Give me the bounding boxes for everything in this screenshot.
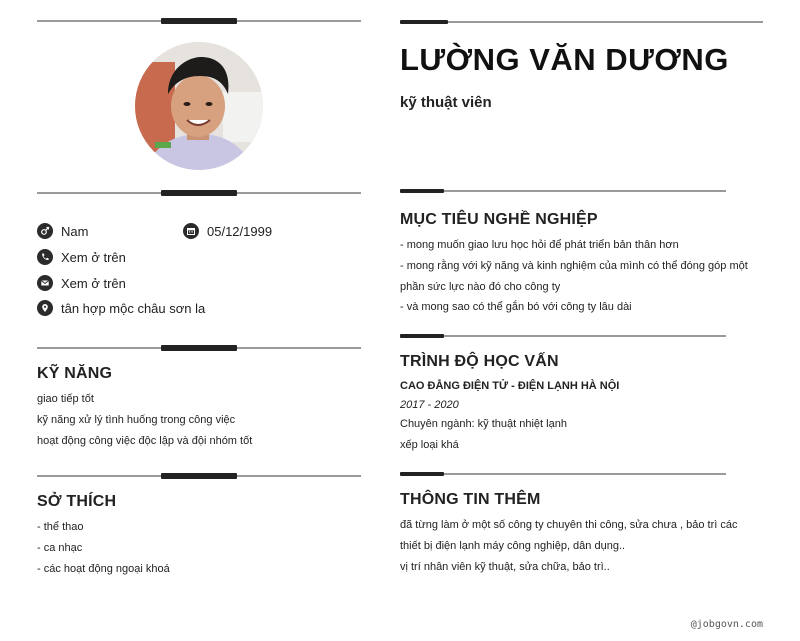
additional-divider bbox=[400, 473, 726, 475]
footer-watermark: @jobgovn.com bbox=[690, 619, 763, 630]
email-value: Xem ở trên bbox=[61, 275, 126, 291]
objective-divider bbox=[400, 190, 726, 192]
email-row bbox=[37, 275, 126, 291]
gender-row bbox=[37, 223, 88, 239]
address-value: tân hợp mộc châu sơn la bbox=[61, 300, 206, 316]
top-left-divider bbox=[37, 20, 361, 22]
additional-line: vị trí nhân viên kỹ thuật, sửa chữa, bảo trì.. bbox=[400, 561, 610, 573]
calendar-icon bbox=[183, 223, 199, 239]
phone-row bbox=[37, 249, 126, 265]
hobbies-title: SỞ THÍCH bbox=[37, 493, 117, 510]
hobby-item: - các hoạt động ngoại khoá bbox=[37, 563, 170, 575]
skill-item: kỹ năng xử lý tình huống trong công việc bbox=[37, 414, 236, 426]
education-grade: xếp loại khá bbox=[400, 439, 459, 451]
candidate-name: LƯỜNG VĂN DƯƠNG bbox=[400, 42, 729, 77]
profile-photo bbox=[135, 42, 263, 170]
additional-line: thiết bị điện lạnh máy công nghiệp, dân dụng.. bbox=[400, 540, 626, 552]
skill-item: giao tiếp tốt bbox=[37, 393, 94, 405]
hobby-item: - thể thao bbox=[37, 521, 84, 533]
email-icon bbox=[37, 275, 53, 291]
candidate-role: kỹ thuật viên bbox=[400, 94, 492, 111]
objective-line: - và mong sao có thể gắn bó với công ty lâu dài bbox=[400, 301, 632, 313]
photo-divider bbox=[37, 192, 361, 194]
location-icon bbox=[37, 300, 53, 316]
birthday-row bbox=[183, 223, 272, 239]
birthday-value: 05/12/1999 bbox=[207, 223, 273, 239]
avatar-illustration bbox=[135, 42, 263, 170]
objective-line: phần sức lực nào đó cho công ty bbox=[400, 281, 561, 293]
objective-line: - mong muốn giao lưu học hỏi để phát triển bản thân hơn bbox=[400, 239, 679, 251]
skill-item: hoạt động công việc độc lập và đội nhóm tốt bbox=[37, 435, 253, 447]
skills-divider bbox=[37, 347, 361, 349]
education-school: CAO ĐẲNG ĐIỆN TỬ - ĐIỆN LẠNH HÀ NỘI bbox=[400, 380, 620, 392]
top-right-divider bbox=[400, 21, 763, 23]
phone-value: Xem ở trên bbox=[61, 249, 126, 265]
additional-line: đã từng làm ở một số công ty chuyên thi công, sửa chưa , bảo trì các bbox=[400, 519, 738, 531]
gender-icon bbox=[37, 223, 53, 239]
objective-line: - mong rằng với kỹ năng và kinh nghiệm của mình có thể đóng góp một bbox=[400, 260, 748, 272]
hobbies-divider bbox=[37, 475, 361, 477]
address-row bbox=[37, 300, 205, 316]
education-title: TRÌNH ĐỘ HỌC VẤN bbox=[400, 353, 559, 370]
hobby-item: - ca nhạc bbox=[37, 542, 83, 554]
education-divider bbox=[400, 335, 726, 337]
objective-title: MỤC TIÊU NGHỀ NGHIỆP bbox=[400, 211, 598, 228]
additional-title: THÔNG TIN THÊM bbox=[400, 491, 541, 508]
skills-title: KỸ NĂNG bbox=[37, 365, 113, 382]
education-major: Chuyên ngành: kỹ thuật nhiệt lạnh bbox=[400, 418, 567, 430]
gender-value: Nam bbox=[61, 223, 89, 239]
phone-icon bbox=[37, 249, 53, 265]
education-years: 2017 - 2020 bbox=[400, 399, 459, 411]
